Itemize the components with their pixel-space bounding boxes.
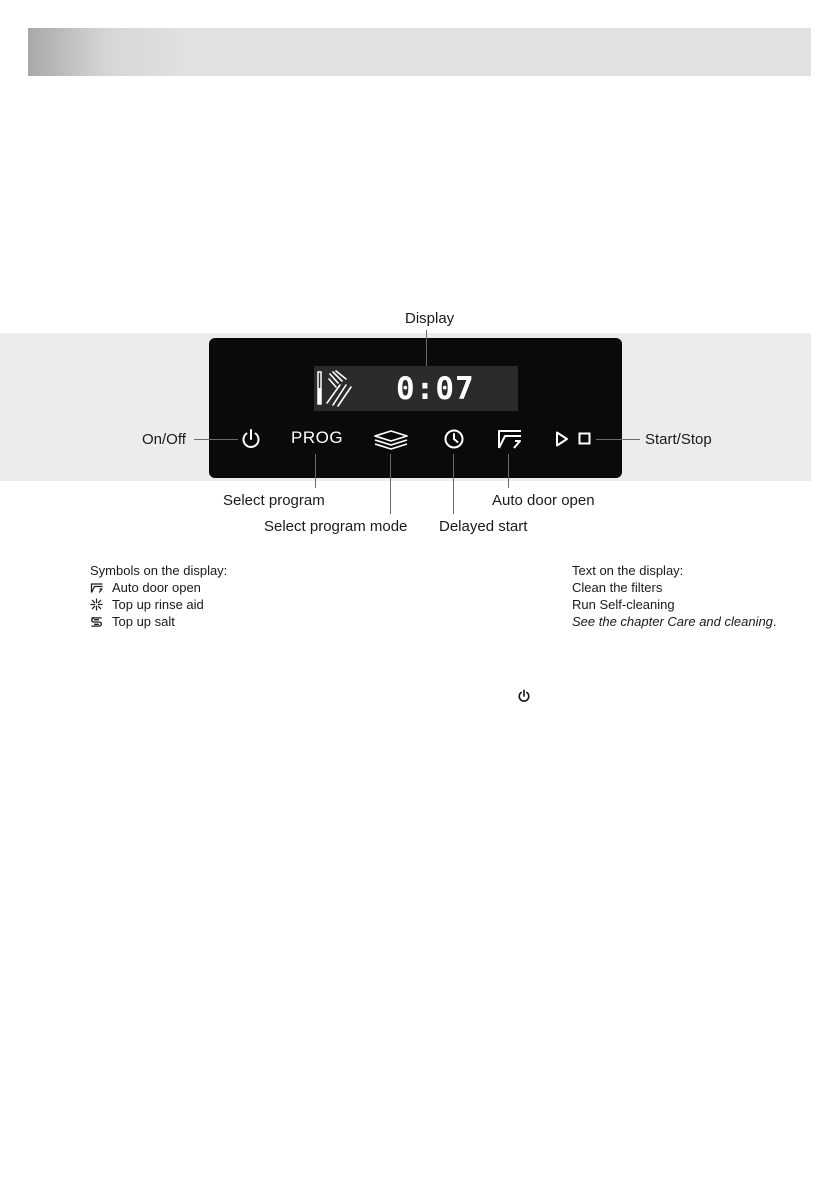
stop-icon[interactable]: [578, 432, 592, 446]
layers-icon[interactable]: [373, 430, 409, 450]
text-legend: [572, 562, 777, 630]
auto-door-open-label: Auto door open: [492, 492, 595, 509]
legend-item: [90, 613, 227, 630]
salt-icon: [90, 616, 112, 628]
legend-item-label: Top up salt: [112, 614, 175, 629]
select-program-label: Select program: [223, 492, 325, 509]
play-icon[interactable]: [555, 431, 569, 447]
symbols-legend: [90, 562, 227, 630]
select-program-callout-line: [315, 454, 316, 488]
header-bar: [28, 28, 811, 76]
display-label: Display: [405, 310, 455, 327]
text-legend-line: Run Self-cleaning: [572, 597, 675, 612]
legend-item-label: Auto door open: [112, 580, 201, 595]
legend-item: [90, 596, 227, 613]
power-icon: [517, 689, 531, 703]
door-open-icon: [90, 582, 112, 594]
display-time: 0:07: [396, 371, 475, 407]
select-program-mode-label: Select program mode: [264, 518, 408, 535]
symbols-legend-heading: Symbols on the display:: [90, 563, 228, 578]
auto-door-open-callout-line: [508, 454, 509, 488]
rinse-aid-icon: [90, 598, 112, 611]
start-stop-callout-line: [596, 439, 640, 440]
text-legend-note-row: [572, 613, 777, 630]
on-off-callout-line: [194, 439, 238, 440]
power-icon[interactable]: [240, 428, 262, 450]
spray-icon: [316, 369, 372, 409]
delayed-start-label: Delayed start: [439, 518, 528, 535]
prog-button[interactable]: PROG: [291, 428, 344, 447]
text-legend-note: See the chapter Care and cleaning: [572, 614, 773, 629]
start-stop-label: Start/Stop: [645, 431, 712, 448]
text-legend-heading: Text on the display:: [572, 563, 684, 578]
delayed-start-callout-line: [453, 454, 454, 514]
legend-item-label: Top up rinse aid: [112, 597, 204, 612]
text-legend-note-end: .: [772, 614, 777, 629]
select-program-mode-callout-line: [390, 454, 391, 514]
door-open-icon[interactable]: [496, 428, 524, 450]
clock-icon[interactable]: [443, 428, 465, 450]
display-callout-line: [426, 330, 427, 366]
legend-item: [90, 579, 227, 596]
on-off-label: On/Off: [142, 431, 186, 448]
text-legend-line: Clean the filters: [572, 580, 663, 595]
